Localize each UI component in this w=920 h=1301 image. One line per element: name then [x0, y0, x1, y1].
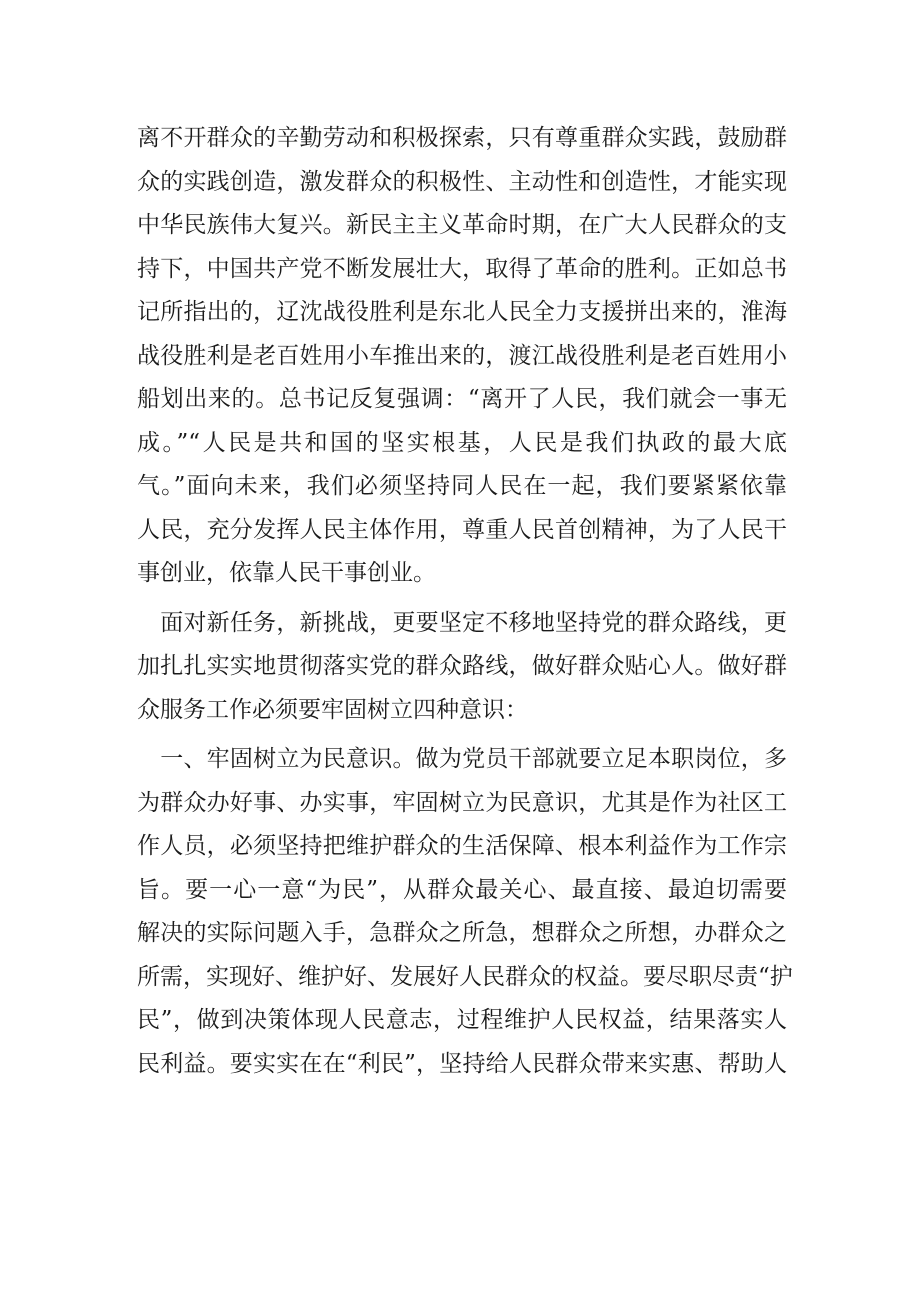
text-line: 为群众办好事、办实事，牢固树立为民意识，尤其是作为社区工: [137, 789, 787, 816]
text-line: 众的实践创造，激发群众的积极性、主动性和创造性，才能实现: [137, 168, 787, 195]
document-body: [137, 117, 793, 1086]
text-line: 所需，实现好、维护好、发展好人民群众的权益。要尽职尽责“护: [137, 963, 793, 990]
text-line: 民利益。要实实在在“利民”，坚持给人民群众带来实惠、帮助人: [137, 1050, 787, 1077]
text-line: 解决的实际问题入手，急群众之所急，想群众之所想，办群众之: [137, 920, 787, 946]
text-line: 离不开群众的辛勤劳动和积极探索，只有尊重群众实践，鼓励群: [137, 125, 787, 151]
text-line: 船划出来的。总书记反复强调：“离开了人民，我们就会一事无: [137, 386, 787, 412]
text-line: 战役胜利是老百姓用小车推出来的，渡江战役胜利是老百姓用小: [137, 342, 787, 369]
text-line: 一、牢固树立为民意识。做为党员干部就要立足本职岗位，多: [137, 746, 787, 772]
text-line: 面对新任务，新挑战，更要坚定不移地坚持党的群众路线，更: [137, 609, 787, 636]
text-line: 气。”面向未来，我们必须坚持同人民在一起，我们要紧紧依靠: [137, 473, 787, 499]
text-line: 众服务工作必须要牢固树立四种意识：: [137, 696, 528, 723]
text-line: 成。”“人民是共和国的坚实根基，人民是我们执政的最大底: [137, 429, 787, 456]
text-line: 民”，做到决策体现人民意志，过程维护人民权益，结果落实人: [137, 1007, 787, 1033]
text-line: 中华民族伟大复兴。新民主主义革命时期，在广大人民群众的支: [137, 212, 787, 238]
text-line: 事创业，依靠人民干事创业。: [137, 560, 436, 586]
text-line: 作人员，必须坚持把维护群众的生活保障、根本利益作为工作宗: [137, 833, 787, 859]
text-line: 持下，中国共产党不断发展壮大，取得了革命的胜利。正如总书: [137, 255, 787, 282]
text-line: 人民，充分发挥人民主体作用，尊重人民首创精神，为了人民干: [137, 516, 787, 543]
paragraph-2: [137, 602, 787, 733]
paragraph-1: [137, 117, 787, 596]
paragraph-3: [137, 738, 793, 1086]
text-line: 旨。要一心一意“为民”，从群众最关心、最直接、最迫切需要: [137, 876, 787, 903]
text-line: 加扎扎实实地贯彻落实党的群众路线，做好群众贴心人。做好群: [137, 653, 787, 679]
text-line: 记所指出的，辽沈战役胜利是东北人民全力支援拼出来的，淮海: [137, 299, 787, 325]
